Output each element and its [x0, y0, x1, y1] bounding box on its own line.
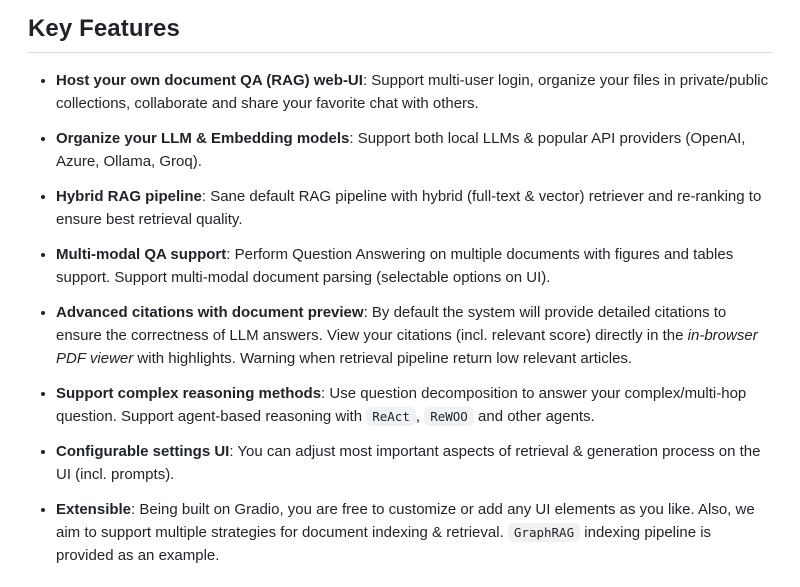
feature-segment-bold: Extensible	[56, 501, 132, 518]
feature-item	[56, 127, 772, 173]
feature-segment-bold: Hybrid RAG pipeline	[56, 188, 202, 205]
feature-segment-code: GraphRAG	[508, 523, 580, 542]
feature-segment-text: : Perform Question Answering on multiple documents with figures and tables support. Support multi-modal document parsing (selectable options on UI).	[56, 246, 734, 286]
feature-segment-bold: Advanced citations with document preview	[56, 304, 364, 321]
feature-item	[56, 440, 772, 486]
feature-segment-bold: Multi-modal QA support	[56, 246, 227, 263]
feature-segment-text: indexing pipeline is provided as an example.	[56, 524, 712, 564]
feature-segment-text: : You can adjust most important aspects of retrieval & generation process on the UI (incl. prompts).	[56, 443, 761, 483]
feature-segment-text: and other agents.	[473, 408, 595, 425]
feature-segment-text: : By default the system will provide detailed citations to ensure the correctness of LLM answers. View your citations (incl. relevant score) directly in the	[56, 304, 727, 344]
feature-item	[56, 301, 772, 370]
feature-item	[56, 69, 772, 115]
feature-segment-text: : Support both local LLMs & popular API providers (OpenAI, Azure, Ollama, Groq).	[56, 130, 746, 170]
feature-segment-code: ReAct	[366, 407, 416, 426]
feature-list	[28, 69, 772, 567]
feature-segment-bold: Organize your LLM & Embedding models	[56, 130, 350, 147]
feature-item	[56, 382, 772, 428]
feature-segment-code: ReWOO	[424, 407, 474, 426]
feature-item	[56, 498, 772, 567]
feature-segment-text: : Use question decomposition to answer your complex/multi-hop question. Support agent-based reasoning with	[56, 385, 747, 425]
feature-segment-text: : Support multi-user login, organize your files in private/public collections, collaborate and share your favorite chat with others.	[56, 72, 769, 112]
feature-item	[56, 243, 772, 289]
section-heading-key-features: Key Features	[28, 14, 772, 53]
feature-segment-text: : Being built on Gradio, you are free to customize or add any UI elements as you like. Also, we aim to support multiple strategies for document indexing & retrieval.	[56, 501, 755, 541]
feature-segment-text: with highlights. Warning when retrieval pipeline return low relevant articles.	[133, 350, 633, 367]
feature-segment-text: : Sane default RAG pipeline with hybrid (full-text & vector) retriever and re-ranking to ensure best retrieval quality.	[56, 188, 762, 228]
feature-segment-bold: Configurable settings UI	[56, 443, 230, 460]
feature-segment-em: in-browser PDF viewer	[56, 327, 758, 367]
feature-segment-bold: Support complex reasoning methods	[56, 385, 322, 402]
feature-segment-bold: Host your own document QA (RAG) web-UI	[56, 72, 363, 89]
feature-item	[56, 185, 772, 231]
feature-segment-text: ,	[415, 408, 425, 425]
